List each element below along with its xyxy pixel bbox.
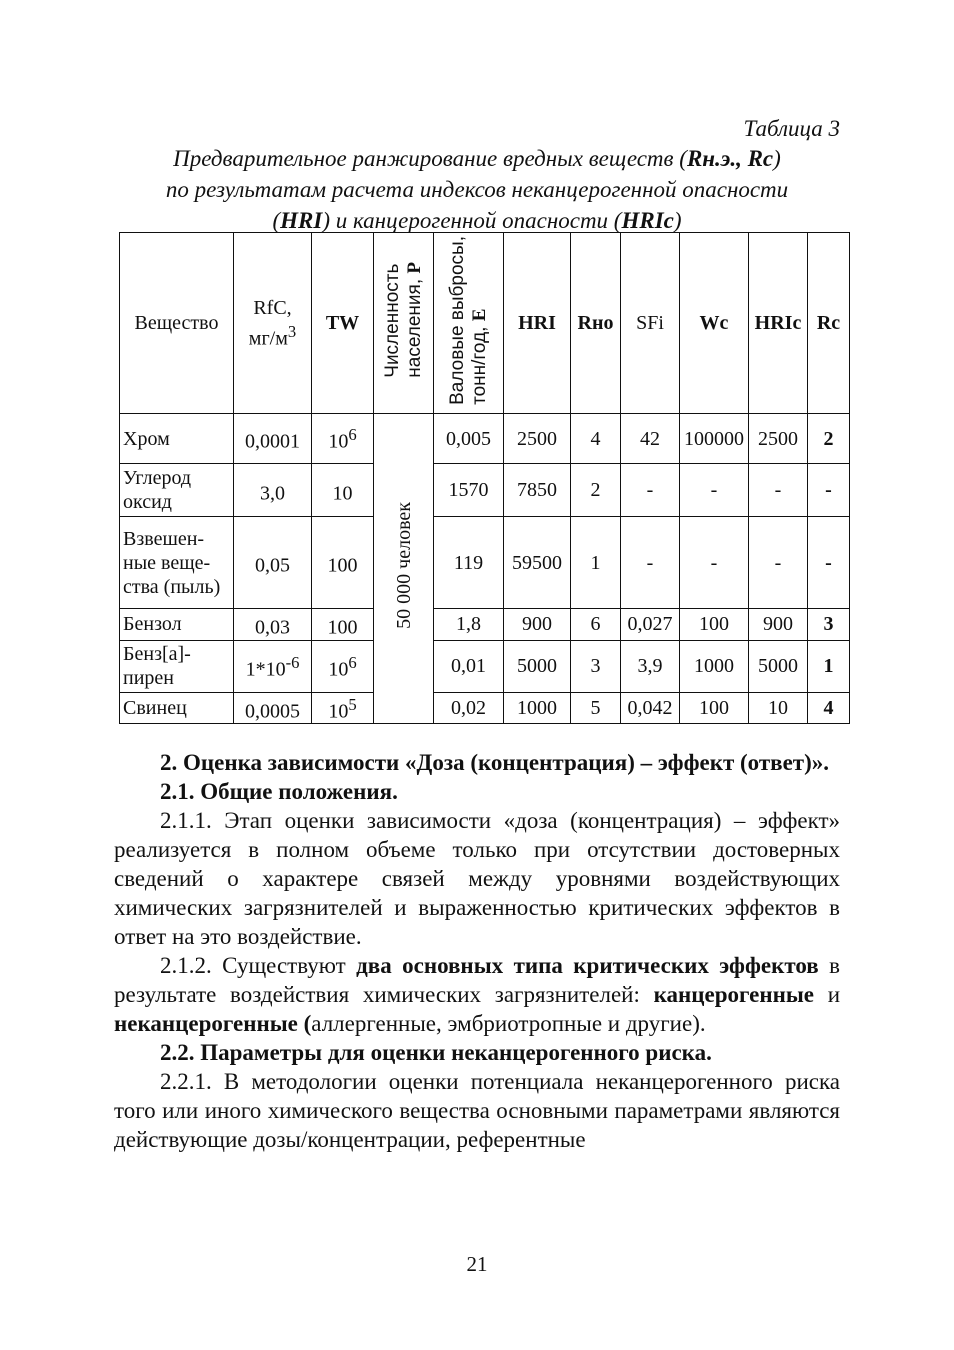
cell-substance: Хром — [120, 414, 234, 464]
cell-tw-sup: 5 — [348, 694, 357, 714]
cell-hric: - — [749, 517, 808, 609]
cell-rfc — [234, 692, 312, 724]
header-emissions-line-1: Валовые выбросы, — [446, 235, 468, 405]
paragraph-2-1-2 — [114, 951, 840, 1038]
paragraph-text: аллергенные, эмбриотропные и другие). — [311, 1011, 706, 1036]
cell-rc: - — [808, 464, 850, 517]
table-row — [120, 692, 850, 724]
cell-emissions: 1,8 — [434, 609, 504, 641]
section-heading-2-2: 2.2. Параметры для оценки неканцерогенного риска. — [160, 1040, 712, 1065]
header-population-line-1: Численность — [381, 263, 403, 378]
header-hri: HRI — [504, 233, 571, 414]
cell-rfc — [234, 640, 312, 692]
cell-wc: - — [680, 517, 749, 609]
table-number: Таблица 3 — [743, 116, 840, 141]
cell-sfi: 0,042 — [621, 692, 680, 724]
cell-substance: Свинец — [120, 692, 234, 724]
header-rfc-label: RfC, — [253, 296, 292, 319]
cell-emissions: 0,005 — [434, 414, 504, 464]
cell-substance: Бенз[а]-пирен — [120, 640, 234, 692]
cell-emissions: 0,01 — [434, 640, 504, 692]
cell-rfc-value: 0,05 — [255, 554, 290, 577]
cell-sfi: - — [621, 517, 680, 609]
cell-rfc — [234, 517, 312, 609]
header-tw: TW — [312, 233, 374, 414]
header-population-symbol: P — [403, 262, 425, 274]
population-value: 50 000 человек — [392, 502, 415, 630]
table-row — [120, 414, 850, 464]
cell-emissions: 0,02 — [434, 692, 504, 724]
paragraph-bold: канцерогенные — [653, 982, 815, 1007]
header-emissions — [434, 233, 504, 414]
paragraph-text: и — [814, 982, 841, 1007]
cell-tw-value: 10 — [328, 700, 349, 723]
cell-rc: 3 — [808, 609, 850, 641]
cell-emissions: 119 — [434, 517, 504, 609]
caption-bold: HRI — [280, 208, 323, 233]
cell-tw-sup: 6 — [348, 652, 357, 672]
caption-text: ) и канцерогенной опасности ( — [322, 208, 622, 233]
table-title — [100, 143, 854, 236]
cell-rc: - — [808, 517, 850, 609]
cell-rc: 4 — [808, 692, 850, 724]
header-emissions-symbol: E — [468, 308, 490, 321]
cell-hri: 7850 — [504, 464, 571, 517]
header-population — [374, 233, 434, 414]
cell-hri: 59500 — [504, 517, 571, 609]
cell-rfc-value: 1*10 — [245, 658, 286, 681]
cell-rfc-value: 0,03 — [255, 616, 290, 639]
cell-hri: 1000 — [504, 692, 571, 724]
caption-text: ( — [272, 208, 281, 233]
paragraph-2-1-1: 2.1.1. Этап оценки зависимости «доза (концентрация) – эффект» реализуется в полном объеме только при отсутствии достоверных сведений о характере связей между уровнями воздействующих химических загрязнителей и выраженностью критических эффектов в ответ на это воздействие. — [114, 808, 840, 949]
cell-wc: 1000 — [680, 640, 749, 692]
cell-tw — [312, 692, 374, 724]
table-title-line-2: по результатам расчета индексов неканцерогенной опасности — [165, 177, 789, 202]
header-rfc — [234, 233, 312, 414]
cell-hric: - — [749, 464, 808, 517]
cell-tw-value: 10 — [332, 482, 353, 505]
caption-text: ) — [773, 146, 781, 171]
paragraph-2-2-1: 2.2.1. В методологии оценки потенциала неканцерогенного риска того или иного химического вещества основными параметрами являются действующие дозы/концентрации, референтные — [114, 1069, 840, 1152]
cell-sfi: - — [621, 464, 680, 517]
header-emissions-text: тонн/год, — [468, 320, 490, 405]
cell-wc: 100 — [680, 609, 749, 641]
cell-rfc — [234, 464, 312, 517]
cell-tw — [312, 640, 374, 692]
header-emissions-line-2 — [469, 236, 491, 405]
cell-hric: 5000 — [749, 640, 808, 692]
table-row — [120, 609, 850, 641]
cell-substance: Взвешен-ные веще-ства (пыль) — [120, 517, 234, 609]
table-row — [120, 464, 850, 517]
header-rfc-sup: 3 — [287, 321, 297, 341]
paragraph-bold: два основных типа критических эффектов — [356, 953, 819, 978]
cell-substance: Углерод оксид — [120, 464, 234, 517]
cell-rc: 2 — [808, 414, 850, 464]
cell-rho: 4 — [571, 414, 621, 464]
cell-rfc-sup: -6 — [285, 652, 300, 672]
caption-bold: HRIc — [621, 208, 674, 233]
cell-sfi: 3,9 — [621, 640, 680, 692]
cell-wc: 100 — [680, 692, 749, 724]
cell-emissions: 1570 — [434, 464, 504, 517]
cell-hric: 2500 — [749, 414, 808, 464]
cell-tw-sup: 6 — [348, 425, 357, 445]
cell-rfc-value: 0,0005 — [245, 700, 300, 723]
header-population-rotated — [382, 262, 426, 378]
cell-substance: Бензол — [120, 609, 234, 641]
hazard-ranking-table — [119, 232, 850, 724]
cell-wc: 100000 — [680, 414, 749, 464]
header-rho: Rно — [571, 233, 621, 414]
cell-tw-value: 100 — [327, 554, 358, 577]
cell-rho: 2 — [571, 464, 621, 517]
table-title-line-1 — [100, 143, 854, 174]
cell-rho: 5 — [571, 692, 621, 724]
section-heading-2-1: 2.1. Общие положения. — [160, 779, 398, 804]
cell-population — [374, 414, 434, 724]
cell-rho: 3 — [571, 640, 621, 692]
table-row — [120, 640, 850, 692]
header-population-text: населения, — [403, 273, 425, 378]
cell-sfi: 42 — [621, 414, 680, 464]
paragraph-text: в результате воздействия химических загрязнителей: — [114, 953, 840, 1007]
header-emissions-rotated — [447, 236, 491, 405]
cell-tw — [312, 464, 374, 517]
cell-hri: 900 — [504, 609, 571, 641]
cell-hri: 5000 — [504, 640, 571, 692]
cell-rfc — [234, 414, 312, 464]
cell-tw-value: 10 — [328, 658, 349, 681]
header-population-line-2 — [404, 262, 426, 378]
header-wc: Wc — [680, 233, 749, 414]
body-text — [114, 748, 840, 1154]
header-substance: Вещество — [120, 233, 234, 414]
cell-sfi: 0,027 — [621, 609, 680, 641]
table-row — [120, 517, 850, 609]
header-sfi: SFi — [621, 233, 680, 414]
section-heading-2: 2. Оценка зависимости «Доза (концентрация) – эффект (ответ)». — [160, 750, 829, 775]
caption-bold: Rн.э., Rc — [686, 146, 774, 171]
cell-wc: - — [680, 464, 749, 517]
header-rc: Rc — [808, 233, 850, 414]
cell-tw — [312, 517, 374, 609]
cell-rho: 6 — [571, 609, 621, 641]
cell-hri: 2500 — [504, 414, 571, 464]
cell-tw — [312, 609, 374, 641]
cell-hric: 900 — [749, 609, 808, 641]
table-header-row — [120, 233, 850, 414]
paragraph-text: 2.1.2. Существуют — [160, 953, 357, 978]
header-rfc-unit: мг/м — [248, 327, 288, 350]
caption-text: Предварительное ранжирование вредных веществ ( — [173, 146, 687, 171]
cell-tw — [312, 414, 374, 464]
caption-text: ) — [673, 208, 682, 233]
header-hric: HRIc — [749, 233, 808, 414]
paragraph-bold: неканцерогенные ( — [114, 1011, 312, 1036]
page-number: 21 — [466, 1252, 488, 1276]
cell-rc: 1 — [808, 640, 850, 692]
cell-tw-value: 100 — [327, 616, 358, 639]
cell-tw-value: 10 — [328, 430, 349, 453]
cell-rho: 1 — [571, 517, 621, 609]
cell-rfc — [234, 609, 312, 641]
cell-hric: 10 — [749, 692, 808, 724]
cell-rfc-value: 3,0 — [260, 482, 285, 505]
cell-rfc-value: 0,0001 — [245, 430, 300, 453]
